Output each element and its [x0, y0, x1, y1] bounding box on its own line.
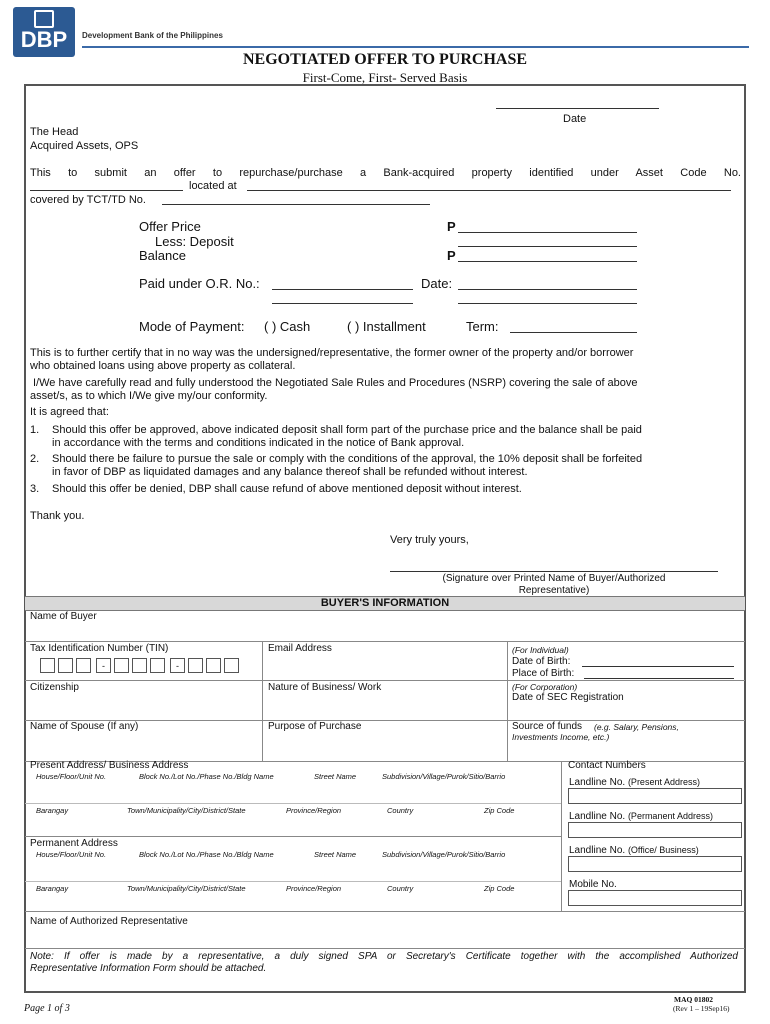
item3-number: 3. [30, 483, 40, 495]
source-of-funds-label: Source of funds [512, 721, 583, 732]
installment-option[interactable]: ( ) Installment [347, 319, 426, 334]
row-divider-6 [25, 911, 745, 912]
tin-cell-3[interactable] [76, 658, 91, 673]
landline-permanent-label [569, 811, 713, 822]
nature-of-business-label: Nature of Business/ Work [268, 682, 382, 693]
intro-line1: This to submit an offer to repurchase/purchase a Bank-acquired property identified under Asset Code No. [30, 167, 741, 179]
present-address-divider [25, 803, 561, 804]
for-corporation-label: (For Corporation) [512, 682, 578, 692]
covered-by-label: covered by TCT/TD No. [30, 194, 146, 206]
date-of-birth-line[interactable] [582, 666, 734, 667]
form-revision: (Rev 1 – 19Sep16) [673, 1004, 730, 1013]
paid-date-label: Date: [421, 276, 453, 291]
present-country-label: Country [387, 806, 414, 815]
col-divider-contacts [561, 761, 562, 911]
present-town-label: Town/Municipality/City/District/State [127, 806, 246, 815]
row-divider-7 [25, 948, 745, 949]
place-of-birth-line[interactable] [584, 678, 734, 679]
paid-under-label: Paid under O.R. No.: [139, 276, 260, 291]
col-divider-2 [507, 641, 508, 761]
date-line[interactable] [496, 108, 659, 109]
item2-number: 2. [30, 453, 40, 465]
tin-cell-4[interactable] [114, 658, 129, 673]
permanent-barangay-label: Barangay [36, 884, 69, 893]
term-line[interactable] [510, 332, 637, 333]
addressee-line2: Acquired Assets, OPS [30, 140, 139, 152]
or-number-line[interactable] [272, 289, 413, 290]
permanent-address-divider [25, 881, 561, 882]
or-number-line-2[interactable] [272, 303, 413, 304]
paid-date-line-2[interactable] [458, 303, 637, 304]
mobile-input[interactable] [568, 890, 742, 906]
offer-price-peso: P [447, 219, 456, 234]
item1-line1: Should this offer be approved, above indicated deposit shall form part of the purchase price and the balance shall be paid [52, 424, 642, 436]
tin-cell-6[interactable] [150, 658, 165, 673]
landline-office-qualifier: (Office/ Business) [627, 845, 699, 855]
paid-date-line[interactable] [458, 289, 637, 290]
landline-present-qualifier: (Present Address) [627, 777, 700, 787]
date-of-sec-label: Date of SEC Registration [512, 692, 624, 703]
balance-line[interactable] [458, 261, 637, 262]
permanent-address-label: Permanent Address [30, 838, 118, 849]
mobile-label: Mobile No. [569, 879, 617, 890]
cash-option[interactable]: ( ) Cash [264, 319, 311, 334]
tin-cell-9[interactable] [224, 658, 239, 673]
signature-caption-line1: (Signature over Printed Name of Buyer/Authorized [442, 573, 666, 584]
balance-peso: P [447, 248, 456, 263]
very-truly-yours: Very truly yours, [390, 534, 469, 546]
offer-price-line[interactable] [458, 232, 637, 233]
contact-numbers-label: Contact Numbers [568, 760, 646, 771]
purpose-label: Purpose of Purchase [268, 721, 362, 732]
place-of-birth-label: Place of Birth: [512, 668, 575, 679]
col-divider-3 [262, 720, 263, 761]
item3-line1: Should this offer be denied, DBP shall cause refund of above mentioned deposit without interest. [52, 483, 522, 495]
item2-line1: Should there be failure to pursue the sale or comply with the conditions of the approval, the 10% deposit shall be forfeited [52, 453, 643, 465]
tin-cell-5[interactable] [132, 658, 147, 673]
landline-present-text: Landline No. [569, 777, 626, 788]
landline-present-input[interactable] [568, 788, 742, 804]
tin-cell-7[interactable] [188, 658, 203, 673]
asset-code-line[interactable] [30, 190, 183, 191]
page-title: NEGOTIATED OFFER TO PURCHASE [242, 51, 528, 68]
form-code: MAQ 01802 [674, 995, 713, 1004]
landline-permanent-qualifier: (Permanent Address) [627, 811, 713, 821]
tin-cell-1[interactable] [40, 658, 55, 673]
tin-cell-8[interactable] [206, 658, 221, 673]
landline-office-text: Landline No. [569, 845, 626, 856]
name-of-buyer-label: Name of Buyer [30, 611, 97, 622]
thank-you: Thank you. [30, 510, 85, 522]
note-line2: Representative Information Form should be attached. [30, 963, 267, 974]
header-rule [82, 46, 749, 48]
signature-caption-line2: Representative) [518, 585, 590, 596]
tin-cell-2[interactable] [58, 658, 73, 673]
date-label: Date [563, 113, 587, 125]
offer-price-label: Offer Price [139, 219, 201, 234]
present-subdivision-label: Subdivision/Village/Purok/Sitio/Barrio [382, 772, 506, 781]
email-label: Email Address [268, 643, 332, 654]
source-eg-line2: Investments Income, etc.) [512, 732, 610, 742]
page-subtitle: First-Come, First- Served Basis [302, 70, 468, 85]
landline-office-label [569, 845, 699, 856]
agreed-label: It is agreed that: [30, 406, 109, 418]
present-address-label: Present Address/ Business Address [30, 760, 189, 771]
present-house-label: House/Floor/Unit No. [36, 772, 107, 781]
authorized-rep-label: Name of Authorized Representative [30, 916, 188, 927]
balance-label: Balance [139, 248, 186, 263]
landline-present-label [569, 777, 700, 788]
read-line1: I/We have carefully read and fully understood the Negotiated Sale Rules and Procedures (NSRP) covering the sale of above [33, 377, 638, 389]
row-divider-5 [25, 836, 561, 837]
landline-permanent-input[interactable] [568, 822, 742, 838]
signature-line[interactable] [390, 571, 718, 572]
permanent-house-label: House/Floor/Unit No. [36, 850, 107, 859]
landline-permanent-text: Landline No. [569, 811, 626, 822]
page-number: Page 1 of 3 [24, 1003, 70, 1014]
permanent-country-label: Country [387, 884, 414, 893]
present-block-label: Block No./Lot No./Phase No./Bldg Name [139, 772, 274, 781]
mode-of-payment-label: Mode of Payment: [139, 319, 245, 334]
addressee-line1: The Head [30, 126, 79, 138]
citizenship-label: Citizenship [30, 682, 79, 693]
permanent-block-label: Block No./Lot No./Phase No./Bldg Name [139, 850, 274, 859]
permanent-street-label: Street Name [314, 850, 357, 859]
spouse-label: Name of Spouse (If any) [30, 721, 139, 732]
dbp-logo [13, 7, 75, 57]
logo-text: DBP [20, 27, 68, 52]
item2-line2: in favor of DBP as liquidated damages and any balance thereof shall be refunded without interest. [52, 466, 528, 478]
less-deposit-label: Less: Deposit [155, 234, 234, 249]
item1-line2: in accordance with the terms and conditions indicated in the notice of Bank approval. [52, 437, 465, 449]
present-street-label: Street Name [314, 772, 357, 781]
landline-office-input[interactable] [568, 856, 742, 872]
permanent-zip-label: Zip Code [484, 884, 515, 893]
present-zip-label: Zip Code [484, 806, 515, 815]
location-line[interactable] [247, 190, 731, 191]
present-province-label: Province/Region [286, 806, 342, 815]
logo-emblem-icon [34, 10, 54, 28]
bank-name: Development Bank of the Philippines [82, 31, 223, 40]
read-line2: asset/s, as to which I/We give my/our conformity. [30, 390, 268, 402]
row-divider-1 [25, 641, 745, 642]
permanent-subdivision-label: Subdivision/Village/Purok/Sitio/Barrio [382, 850, 506, 859]
tin-separator-2: - [170, 658, 185, 673]
tct-line[interactable] [162, 204, 430, 205]
for-individual-label: (For Individual) [512, 645, 569, 655]
term-label: Term: [466, 319, 499, 334]
note-line1: Note: If offer is made by a representative, a duly signed SPA or Secretary's Certificate together with the accomplished Authorized [30, 951, 738, 962]
row-divider-2 [25, 680, 745, 681]
certify-line2: who obtained loans using above property as collateral. [30, 360, 296, 372]
permanent-town-label: Town/Municipality/City/District/State [127, 884, 246, 893]
buyers-info-title: BUYER'S INFORMATION [320, 597, 450, 609]
located-at-label: located at [189, 180, 237, 192]
tin-separator-1: - [96, 658, 111, 673]
source-eg-line1: (e.g. Salary, Pensions, [594, 722, 679, 732]
permanent-province-label: Province/Region [286, 884, 342, 893]
present-barangay-label: Barangay [36, 806, 69, 815]
certify-line1: This is to further certify that in no way was the undersigned/representative, the former owner of the property and/or borrower [30, 347, 634, 359]
deposit-line[interactable] [458, 246, 637, 247]
item1-number: 1. [30, 424, 40, 436]
date-of-birth-label: Date of Birth: [512, 656, 571, 667]
tin-label: Tax Identification Number (TIN) [30, 643, 169, 654]
